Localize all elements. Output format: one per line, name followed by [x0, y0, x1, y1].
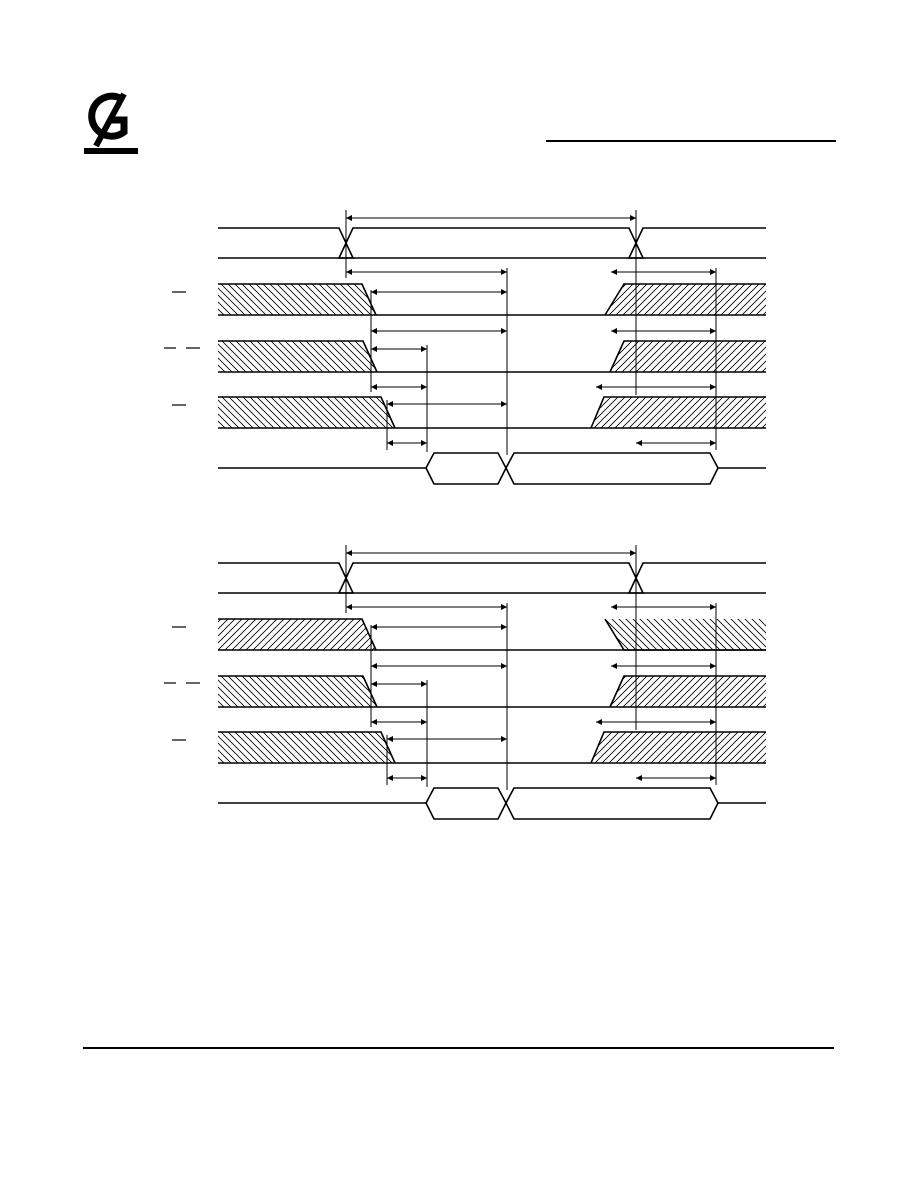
timing-diagram-1	[164, 210, 766, 484]
timing-diagram-2	[164, 545, 766, 819]
address-signal-left	[218, 563, 353, 593]
address-signal-right	[629, 563, 766, 593]
data-window-1	[426, 453, 506, 484]
control-3-hatch-right	[591, 397, 766, 428]
control-2-hatch-left	[218, 676, 377, 707]
data-window-1	[426, 788, 506, 819]
data-window-2	[506, 453, 718, 484]
data-window-2	[506, 788, 718, 819]
control-1-hatch-left	[218, 619, 376, 650]
address-signal-middle	[339, 228, 643, 258]
control-1-hatch-right	[605, 619, 766, 650]
control-3-hatch-left	[218, 397, 395, 428]
control-2-hatch-right	[610, 676, 766, 707]
footer-rule	[83, 1047, 834, 1049]
address-signal-middle	[339, 563, 643, 593]
address-signal-right	[629, 228, 766, 258]
control-1-hatch-left	[218, 284, 376, 315]
control-3-hatch-left	[218, 732, 395, 763]
control-2-hatch-left	[218, 341, 377, 372]
control-1-hatch-right	[605, 284, 766, 315]
address-signal-left	[218, 228, 353, 258]
control-2-hatch-right	[610, 341, 766, 372]
control-3-hatch-right	[591, 732, 766, 763]
